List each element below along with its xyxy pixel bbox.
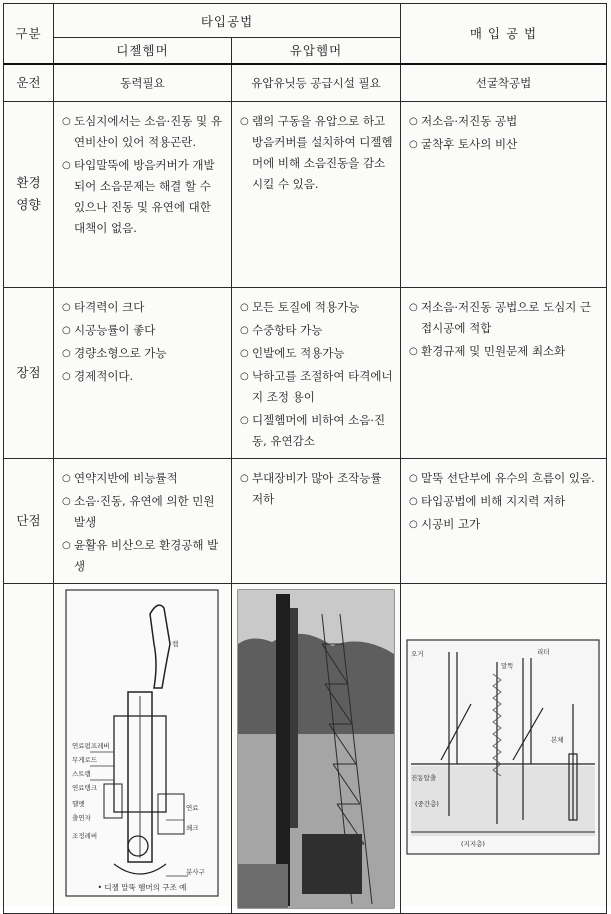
row-environment	[4, 101, 607, 287]
label-line: 영향	[16, 197, 41, 212]
diagram-label: 진동압출	[411, 773, 437, 782]
list-item: ○ 경제적이다.	[62, 366, 225, 387]
cell-advantages-diesel	[54, 287, 232, 458]
diagram-label: 쇄크	[186, 823, 199, 832]
figure-diesel-hammer	[54, 583, 232, 913]
list-item: ○ 말뚝 선단부에 유수의 흐름이 있음.	[409, 468, 600, 489]
diagram-label: (중간층)	[415, 799, 439, 808]
figure-hydraulic-hammer-photo	[232, 583, 401, 913]
list-item: ○ 도심지에서는 소음·진동 및 유연비산이 있어 적용곤란.	[62, 111, 225, 153]
diesel-figure-caption: • 디젤 말뚝 헴머의 구조 예	[97, 882, 187, 892]
list-item: ○ 윤활유 비산으로 환경공해 발생	[62, 535, 225, 577]
figure-embed-method	[401, 583, 607, 913]
row-label-operation: 운전	[4, 64, 54, 102]
list-item: ○ 램의 구동을 유압으로 하고 방음커버를 설치하여 디젤헴머에 비해 소음진동을 감소시킬 수 있음.	[240, 111, 394, 195]
diagram-label: 리더	[537, 647, 550, 656]
diagram-label: 출연자	[72, 813, 91, 822]
cell-environment-embed	[401, 101, 607, 287]
cell-advantages-hydraulic	[232, 287, 401, 458]
list-item: ○ 디젤헴머에 비하여 소음·진동, 유연감소	[240, 410, 394, 452]
embed-method-diagram	[401, 584, 605, 912]
list-item: ○ 저소음·저진동 공법	[409, 111, 600, 132]
bullet-list	[54, 459, 231, 583]
diesel-hammer-diagram	[54, 584, 230, 912]
diagram-label: 말뚝	[501, 661, 514, 670]
bullet-list	[401, 102, 606, 161]
list-item: ○ 인발에도 적용가능	[240, 343, 394, 364]
diagram-label: 연료펌프레버	[72, 741, 110, 750]
list-item: ○ 타격력이 크다	[62, 297, 225, 318]
comparison-table	[3, 3, 607, 914]
bullet-list	[401, 459, 606, 541]
cell-environment-hydraulic	[232, 101, 401, 287]
header-hydraulic-hammer: 유압헴머	[232, 38, 401, 64]
list-item: ○ 부대장비가 많아 조작능률 저하	[240, 468, 394, 510]
bullet-list	[54, 288, 231, 393]
list-item: ○ 낙하고를 조절하여 타격에너지 조정 용이	[240, 366, 394, 408]
list-item: ○ 타입말뚝에 방음커버가 개발되어 소음문제는 해결 할 수 있으나 진동 및 유연에 대한 대책이 없음.	[62, 155, 225, 239]
label-line: 환경	[16, 175, 41, 190]
list-item: ○ 환경규제 및 민원문제 최소화	[409, 341, 600, 362]
list-item: ○ 경량소형으로 가능	[62, 343, 225, 364]
diagram-label: 스트랩	[72, 769, 91, 778]
header-type-method: 타입공법	[54, 4, 401, 38]
list-item: ○ 시공능률이 좋다	[62, 320, 225, 341]
bullet-list	[232, 459, 400, 516]
list-item: ○ 굴착후 토사의 비산	[409, 134, 600, 155]
diagram-label: 연료	[186, 803, 199, 812]
row-operation	[4, 64, 607, 102]
list-item: ○ 시공비 고가	[409, 514, 600, 535]
list-item: ○ 수중항타 가능	[240, 320, 394, 341]
bullet-list	[232, 288, 400, 458]
list-item: ○ 연약지반에 비능률적	[62, 468, 225, 489]
cell-disadvantages-diesel	[54, 458, 232, 583]
diagram-label: 분사구	[186, 867, 205, 876]
diagram-label: 연료탱크	[72, 783, 98, 792]
cell-advantages-embed	[401, 287, 607, 458]
list-item: ○ 타입공법에 비해 지지력 저하	[409, 491, 600, 512]
cell-disadvantages-embed	[401, 458, 607, 583]
list-item: ○ 소음·진동, 유연에 의한 민원발생	[62, 491, 225, 533]
row-disadvantages	[4, 458, 607, 583]
diagram-label: 조정레버	[72, 831, 98, 840]
bullet-list	[232, 102, 400, 201]
diagram-label: 본체	[551, 735, 564, 744]
diagram-label: 캡	[172, 639, 179, 648]
header-embed-method: 매 입 공 법	[401, 4, 607, 64]
header-diesel-hammer: 디젤헴머	[54, 38, 232, 64]
diagram-label: 오거	[411, 649, 424, 658]
diagram-label: (지지층)	[461, 839, 485, 848]
cell-operation-hydraulic: 유압유닛등 공급시설 필요	[232, 64, 401, 102]
list-item: ○ 모든 토질에 적용가능	[240, 297, 394, 318]
bullet-list	[54, 102, 231, 245]
hydraulic-hammer-photo	[232, 584, 399, 912]
cell-environment-diesel	[54, 101, 232, 287]
cell-operation-embed: 선굴착공법	[401, 64, 607, 102]
row-advantages	[4, 287, 607, 458]
bullet-list	[401, 288, 606, 368]
diagram-label: 무게로드	[72, 755, 98, 764]
row-label-environment	[4, 101, 54, 287]
list-item: ○ 저소음·저진동 공법으로 도심지 근접시공에 적합	[409, 297, 600, 339]
figure-label-empty	[4, 583, 54, 913]
row-label-disadvantages: 단점	[4, 458, 54, 583]
row-figures	[4, 583, 607, 913]
header-category: 구분	[4, 4, 54, 64]
cell-disadvantages-hydraulic	[232, 458, 401, 583]
cell-operation-diesel: 동력필요	[54, 64, 232, 102]
row-label-advantages: 장점	[4, 287, 54, 458]
diagram-label: 헬멧	[72, 799, 85, 808]
